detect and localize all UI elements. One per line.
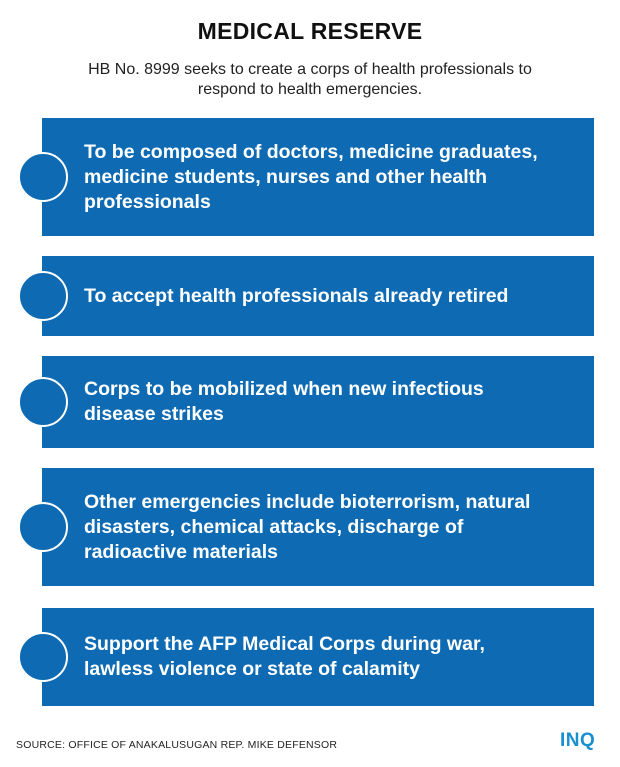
item-box (42, 256, 594, 336)
list-item (0, 118, 620, 236)
list-item (0, 356, 620, 448)
page-title: MEDICAL RESERVE (197, 18, 423, 44)
list-item (0, 256, 620, 336)
item-text: To be composed of doctors, medicine graduates, medicine students, nurses and other health professionals (84, 140, 538, 213)
item-box (42, 118, 594, 236)
item-text: Other emergencies include bioterrorism, natural disasters, chemical attacks, discharge of radioactive materials (84, 490, 531, 563)
bullet-circle-icon (18, 632, 68, 682)
item-box (42, 468, 594, 586)
item-text: To accept health professionals already retired (84, 284, 509, 307)
inq-logo: INQ (560, 730, 596, 751)
item-text: Support the AFP Medical Corps during war, lawless violence or state of calamity (84, 633, 485, 680)
item-box (42, 356, 594, 448)
item-text: Corps to be mobilized when new infectious disease strikes (84, 378, 484, 425)
source-credit: SOURCE: OFFICE OF ANAKALUSUGAN REP. MIKE DEFENSOR (16, 739, 338, 751)
bullet-circle-icon (18, 152, 68, 202)
item-box (42, 608, 594, 706)
bullet-circle-icon (18, 377, 68, 427)
bullet-circle-icon (18, 502, 68, 552)
bullet-circle-icon (18, 271, 68, 321)
page-subtitle: HB No. 8999 seeks to create a corps of health professionals to respond to health emergencies. (88, 61, 532, 98)
list-item (0, 468, 620, 586)
list-item (0, 608, 620, 706)
